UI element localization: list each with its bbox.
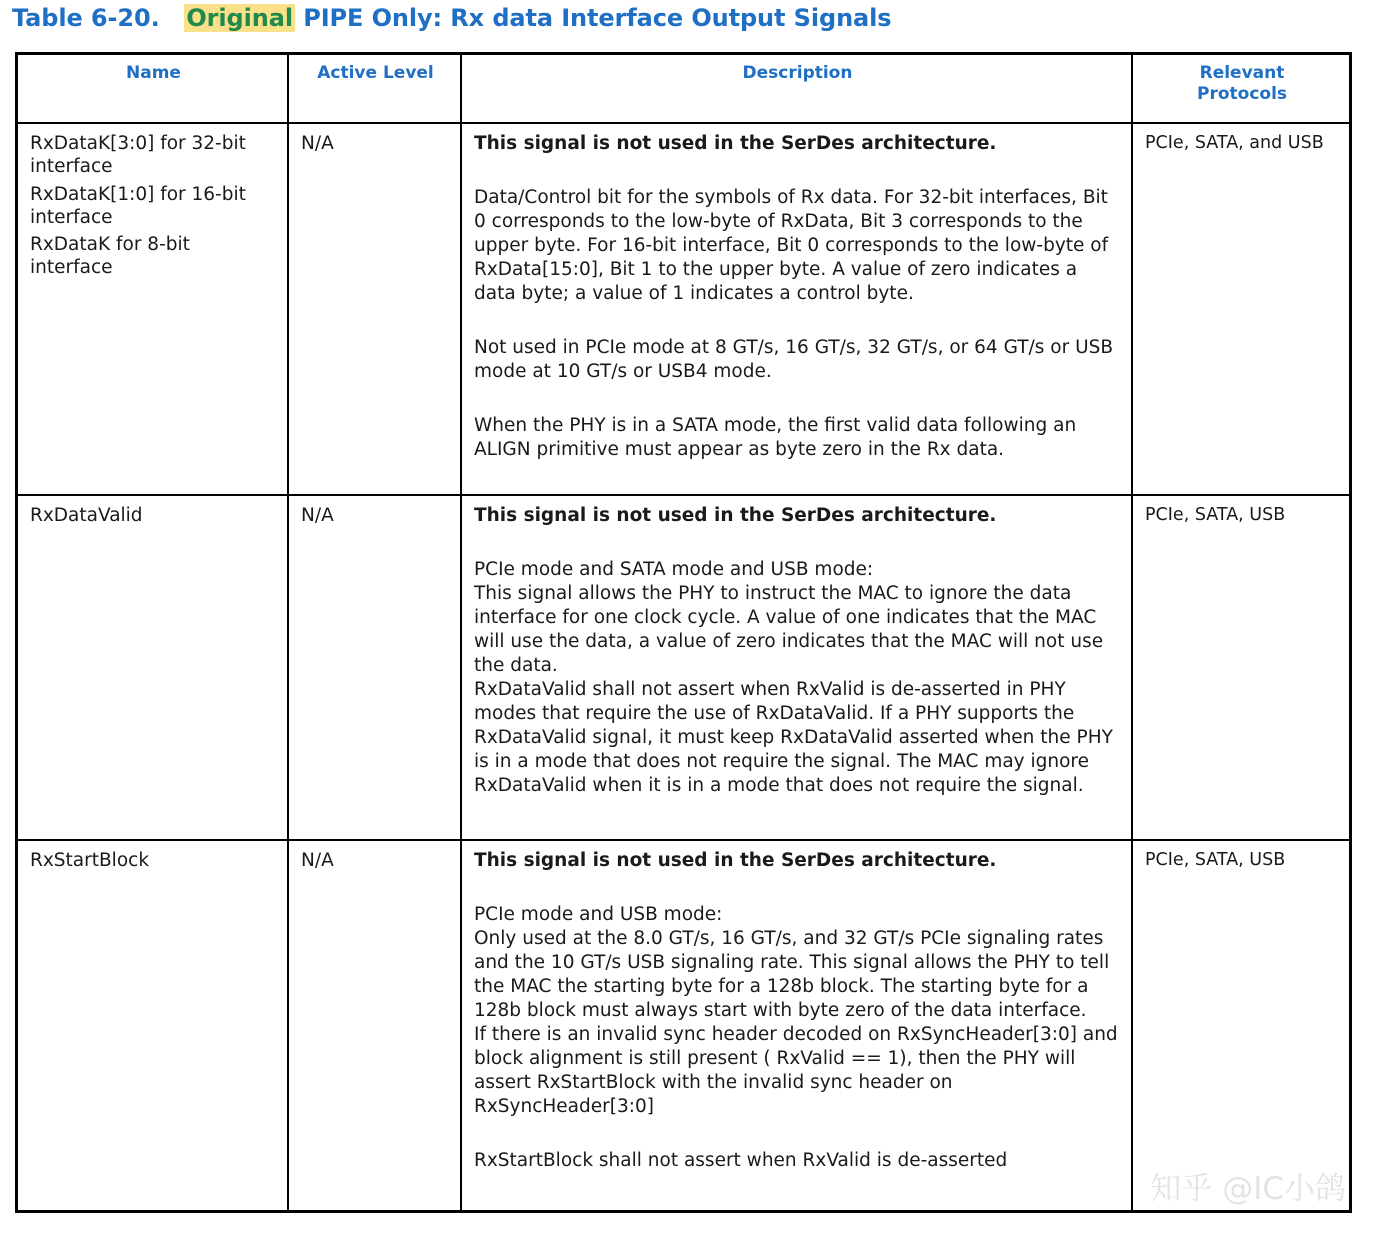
- signal-name-cell: [18, 840, 288, 1210]
- table-row: [18, 495, 1349, 840]
- zhihu-watermark: 知乎 @IC小鸽: [1150, 1171, 1346, 1207]
- description-cell: [461, 495, 1132, 840]
- signals-table-container: [15, 52, 1352, 1213]
- column-header-name: Name: [18, 55, 288, 123]
- description-paragraph: RxStartBlock shall not assert when RxValid is de-asserted: [474, 1150, 1008, 1172]
- signal-name-line: RxDataK for 8-bit interface: [30, 234, 190, 279]
- description-paragraph: Data/Control bit for the symbols of Rx data. For 32-bit interfaces, Bit 0 corresponds to the low-byte of RxData, Bit 3 corresponds to the upper byte. For 16-bit interface, Bit 0 corresponds to the low-byte of RxData[15:0], Bit 1 to the upper byte. A value of zero indicates a data byte; a value of 1 indicates a control byte.: [474, 187, 1109, 305]
- column-header-active-level: Active Level: [288, 55, 461, 123]
- active-level-cell: N/A: [288, 840, 461, 1210]
- header-row: [18, 55, 1349, 123]
- table-header: [18, 55, 1349, 123]
- description-paragraph: Only used at the 8.0 GT/s, 16 GT/s, and 32 GT/s PCIe signaling rates and the 10 GT/s USB signaling rate. This signal allows the PHY to tell the MAC the starting byte for a 128b block. The starting byte for a 128b block must always start with byte zero of the data interface.: [474, 928, 1110, 1022]
- title-rest: PIPE Only: Rx data Interface Output Signals: [303, 4, 892, 32]
- column-header-relevant-protocols: [1132, 55, 1349, 123]
- description-paragraph: If there is an invalid sync header decoded on RxSyncHeader[3:0] and block alignment is still present ( RxValid == 1), then the PHY will assert RxStartBlock with the invalid sync header on RxSyncHeader[3:0]: [474, 1024, 1118, 1118]
- description-cell: [461, 840, 1132, 1210]
- relevant-protocols-line2: Protocols: [1196, 84, 1288, 105]
- signal-name-line: RxStartBlock: [30, 850, 150, 871]
- description-paragraph: Not used in PCIe mode at 8 GT/s, 16 GT/s, 32 GT/s, or 64 GT/s or USB mode at 10 GT/s or USB4 mode.: [474, 337, 1114, 383]
- signals-table: [18, 55, 1349, 1210]
- description-paragraph: PCIe mode and SATA mode and USB mode:: [474, 559, 874, 581]
- description-lead: This signal is not used in the SerDes architecture.: [474, 850, 997, 871]
- table-title: [12, 4, 891, 32]
- title-highlight-original: Original: [186, 4, 293, 32]
- table-row: [18, 840, 1349, 1210]
- relevant-protocols-cell: PCIe, SATA, and USB: [1132, 123, 1349, 495]
- description-paragraph: RxDataValid shall not assert when RxValid is de-asserted in PHY modes that require the use of RxDataValid. If a PHY supports the RxDataValid signal, it must keep RxDataValid asserted when the PHY is in a mode that does not require the signal. The MAC may ignore RxDataValid when it is in a mode that does not require the signal.: [474, 679, 1113, 797]
- column-header-description: Description: [461, 55, 1132, 123]
- description-lead: This signal is not used in the SerDes architecture.: [474, 133, 997, 154]
- table-body: [18, 123, 1349, 1210]
- table-number: Table 6-20.: [12, 4, 160, 32]
- relevant-protocols-cell: PCIe, SATA, USB: [1145, 850, 1286, 870]
- description-paragraph: When the PHY is in a SATA mode, the first valid data following an ALIGN primitive must appear as byte zero in the Rx data.: [474, 415, 1077, 461]
- signal-name-cell: [18, 495, 288, 840]
- signal-name-line: RxDataValid: [30, 505, 143, 526]
- signal-name-line: RxDataK[3:0] for 32-bit interface: [30, 133, 246, 178]
- active-level-cell: N/A: [288, 495, 461, 840]
- signal-name-line: RxDataK[1:0] for 16-bit interface: [30, 183, 246, 228]
- relevant-protocols-cell: PCIe, SATA, USB: [1132, 495, 1349, 840]
- description-paragraph: This signal allows the PHY to instruct the MAC to ignore the data interface for one clock cycle. A value of one indicates that the MAC will use the data, a value of zero indicates that the MAC will not use the data.: [474, 583, 1104, 677]
- signal-name-cell: [18, 123, 288, 495]
- description-paragraph: PCIe mode and USB mode:: [474, 904, 723, 926]
- description-lead: This signal is not used in the SerDes architecture.: [474, 505, 997, 526]
- relevant-protocols-line1: Relevant: [1199, 63, 1285, 83]
- description-cell: [461, 123, 1132, 495]
- active-level-cell: N/A: [288, 123, 461, 495]
- table-row: [18, 123, 1349, 495]
